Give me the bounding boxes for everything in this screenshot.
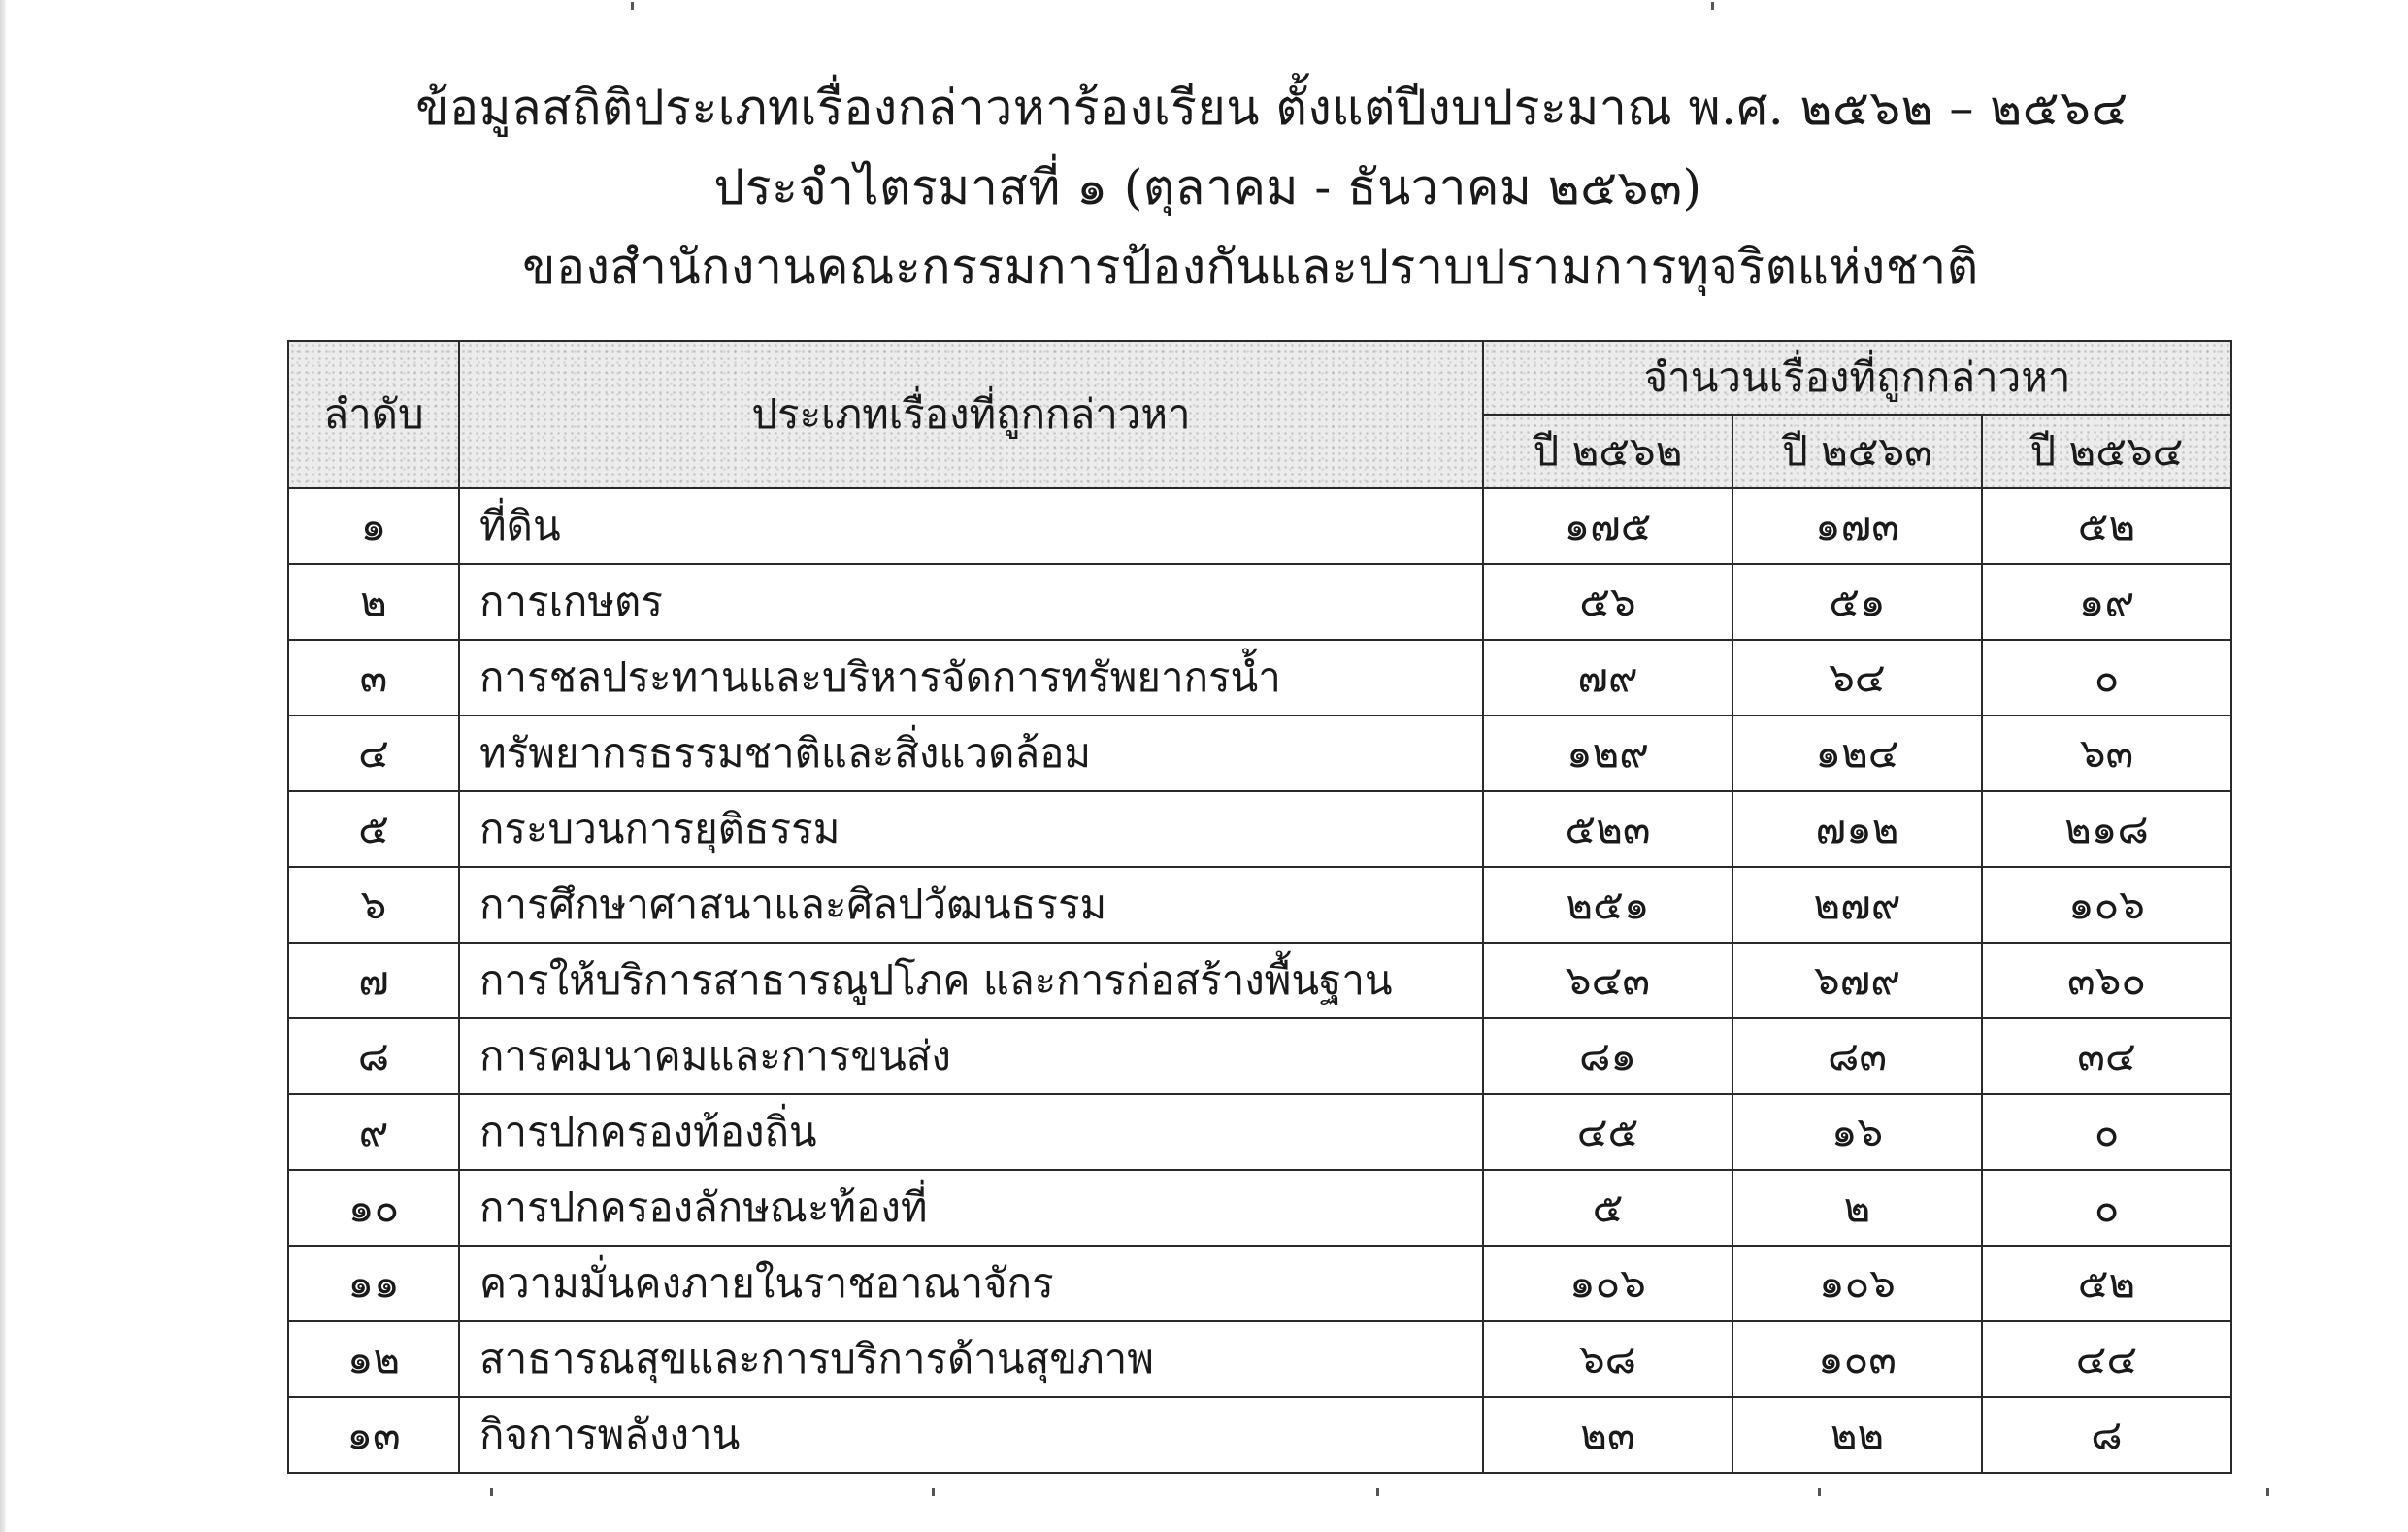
scan-mark — [2266, 1488, 2269, 1496]
row-complaint-type-cell: การปกครองท้องถิ่น — [459, 1094, 1483, 1170]
row-sequence-cell: ๑๐ — [288, 1170, 459, 1246]
row-sequence-cell: ๗ — [288, 943, 459, 1018]
row-complaint-type-cell: การชลประทานและบริหารจัดการทรัพยากรน้ำ — [459, 640, 1483, 716]
row-complaint-type-cell: สาธารณสุขและการบริการด้านสุขภาพ — [459, 1321, 1483, 1397]
row-count-2564-cell: ๖๓ — [1982, 716, 2231, 791]
row-sequence-cell: ๙ — [288, 1094, 459, 1170]
header-year-2563: ปี ๒๕๖๓ — [1732, 415, 1982, 488]
row-count-2564-cell: ๒๑๘ — [1982, 791, 2231, 867]
table-row — [288, 1018, 2231, 1094]
row-count-2563-cell: ๑๐๖ — [1732, 1246, 1982, 1321]
row-count-2562-cell: ๒๕๑ — [1483, 867, 1732, 943]
row-sequence-cell: ๒ — [288, 564, 459, 640]
complaint-statistics-table — [287, 340, 2232, 1474]
row-count-2562-cell: ๗๙ — [1483, 640, 1732, 716]
header-sequence: ลำดับ — [288, 341, 459, 488]
row-count-2562-cell: ๖๔๓ — [1483, 943, 1732, 1018]
scan-mark — [1376, 1488, 1379, 1496]
table-row — [288, 488, 2231, 564]
row-count-2562-cell: ๕๒๓ — [1483, 791, 1732, 867]
row-count-2563-cell: ๖๔ — [1732, 640, 1982, 716]
table-row — [288, 1246, 2231, 1321]
row-count-2563-cell: ๒๗๙ — [1732, 867, 1982, 943]
row-count-2563-cell: ๗๑๒ — [1732, 791, 1982, 867]
row-count-2562-cell: ๔๕ — [1483, 1094, 1732, 1170]
table-row — [288, 564, 2231, 640]
table-header — [288, 341, 2231, 488]
row-sequence-cell: ๔ — [288, 716, 459, 791]
row-count-2564-cell: ๐ — [1982, 1094, 2231, 1170]
title-line-1: ข้อมูลสถิติประเภทเรื่องกล่าวหาร้องเรียน ตั้งแต่ปีงบประมาณ พ.ศ. ๒๕๖๒ – ๒๕๖๔ — [415, 80, 2128, 136]
row-count-2563-cell: ๑๒๔ — [1732, 716, 1982, 791]
header-complaint-count: จำนวนเรื่องที่ถูกกล่าวหา — [1483, 341, 2231, 415]
row-sequence-cell: ๓ — [288, 640, 459, 716]
row-count-2562-cell: ๑๗๕ — [1483, 488, 1732, 564]
row-sequence-cell: ๑๒ — [288, 1321, 459, 1397]
table-row — [288, 1170, 2231, 1246]
row-count-2562-cell: ๕๖ — [1483, 564, 1732, 640]
row-count-2562-cell: ๑๐๖ — [1483, 1246, 1732, 1321]
header-complaint-type: ประเภทเรื่องที่ถูกกล่าวหา — [459, 341, 1483, 488]
scan-mark — [1818, 1488, 1821, 1496]
table-row — [288, 640, 2231, 716]
table-row — [288, 716, 2231, 791]
row-count-2563-cell: ๖๗๙ — [1732, 943, 1982, 1018]
table-row — [288, 867, 2231, 943]
row-complaint-type-cell: การศึกษาศาสนาและศิลปวัฒนธรรม — [459, 867, 1483, 943]
title-line-2: ประจำไตรมาสที่ ๑ (ตุลาคม - ธันวาคม ๒๕๖๓) — [713, 159, 1702, 216]
row-count-2563-cell: ๑๐๓ — [1732, 1321, 1982, 1397]
row-count-2564-cell: ๑๙ — [1982, 564, 2231, 640]
row-count-2564-cell: ๓๖๐ — [1982, 943, 2231, 1018]
document-title — [0, 68, 2408, 307]
row-count-2563-cell: ๒ — [1732, 1170, 1982, 1246]
row-sequence-cell: ๑๓ — [288, 1397, 459, 1473]
header-year-2564: ปี ๒๕๖๔ — [1982, 415, 2231, 488]
row-sequence-cell: ๖ — [288, 867, 459, 943]
row-count-2563-cell: ๕๑ — [1732, 564, 1982, 640]
row-count-2564-cell: ๕๒ — [1982, 1246, 2231, 1321]
header-year-2562: ปี ๒๕๖๒ — [1483, 415, 1732, 488]
row-count-2562-cell: ๖๘ — [1483, 1321, 1732, 1397]
row-complaint-type-cell: การปกครองลักษณะท้องที่ — [459, 1170, 1483, 1246]
row-count-2564-cell: ๐ — [1982, 640, 2231, 716]
row-count-2564-cell: ๕๒ — [1982, 488, 2231, 564]
row-count-2564-cell: ๘ — [1982, 1397, 2231, 1473]
table-row — [288, 1397, 2231, 1473]
header-row-1 — [288, 341, 2231, 415]
row-count-2563-cell: ๒๒ — [1732, 1397, 1982, 1473]
row-count-2562-cell: ๑๒๙ — [1483, 716, 1732, 791]
row-count-2563-cell: ๑๗๓ — [1732, 488, 1982, 564]
row-sequence-cell: ๘ — [288, 1018, 459, 1094]
row-count-2562-cell: ๒๓ — [1483, 1397, 1732, 1473]
scan-mark — [1711, 2, 1714, 10]
row-count-2563-cell: ๑๖ — [1732, 1094, 1982, 1170]
row-complaint-type-cell: การให้บริการสาธารณูปโภค และการก่อสร้างพื้นฐาน — [459, 943, 1483, 1018]
title-line-3: ของสำนักงานคณะกรรมการป้องกันและปราบปรามการทุจริตแห่งชาติ — [522, 239, 1979, 295]
table-row — [288, 791, 2231, 867]
row-complaint-type-cell: การเกษตร — [459, 564, 1483, 640]
row-sequence-cell: ๕ — [288, 791, 459, 867]
row-complaint-type-cell: ทรัพยากรธรรมชาติและสิ่งแวดล้อม — [459, 716, 1483, 791]
table-body — [288, 488, 2231, 1473]
row-count-2563-cell: ๘๓ — [1732, 1018, 1982, 1094]
row-count-2564-cell: ๑๐๖ — [1982, 867, 2231, 943]
row-sequence-cell: ๑๑ — [288, 1246, 459, 1321]
row-count-2564-cell: ๐ — [1982, 1170, 2231, 1246]
table-row — [288, 943, 2231, 1018]
row-complaint-type-cell: กระบวนการยุติธรรม — [459, 791, 1483, 867]
row-complaint-type-cell: การคมนาคมและการขนส่ง — [459, 1018, 1483, 1094]
row-count-2562-cell: ๕ — [1483, 1170, 1732, 1246]
table-row — [288, 1321, 2231, 1397]
row-count-2564-cell: ๔๔ — [1982, 1321, 2231, 1397]
scan-mark — [932, 1488, 935, 1496]
row-complaint-type-cell: กิจการพลังงาน — [459, 1397, 1483, 1473]
scan-mark — [490, 1488, 493, 1496]
row-count-2564-cell: ๓๔ — [1982, 1018, 2231, 1094]
scan-mark — [631, 2, 634, 10]
row-complaint-type-cell: ความมั่นคงภายในราชอาณาจักร — [459, 1246, 1483, 1321]
row-count-2562-cell: ๘๑ — [1483, 1018, 1732, 1094]
table-row — [288, 1094, 2231, 1170]
row-sequence-cell: ๑ — [288, 488, 459, 564]
row-complaint-type-cell: ที่ดิน — [459, 488, 1483, 564]
